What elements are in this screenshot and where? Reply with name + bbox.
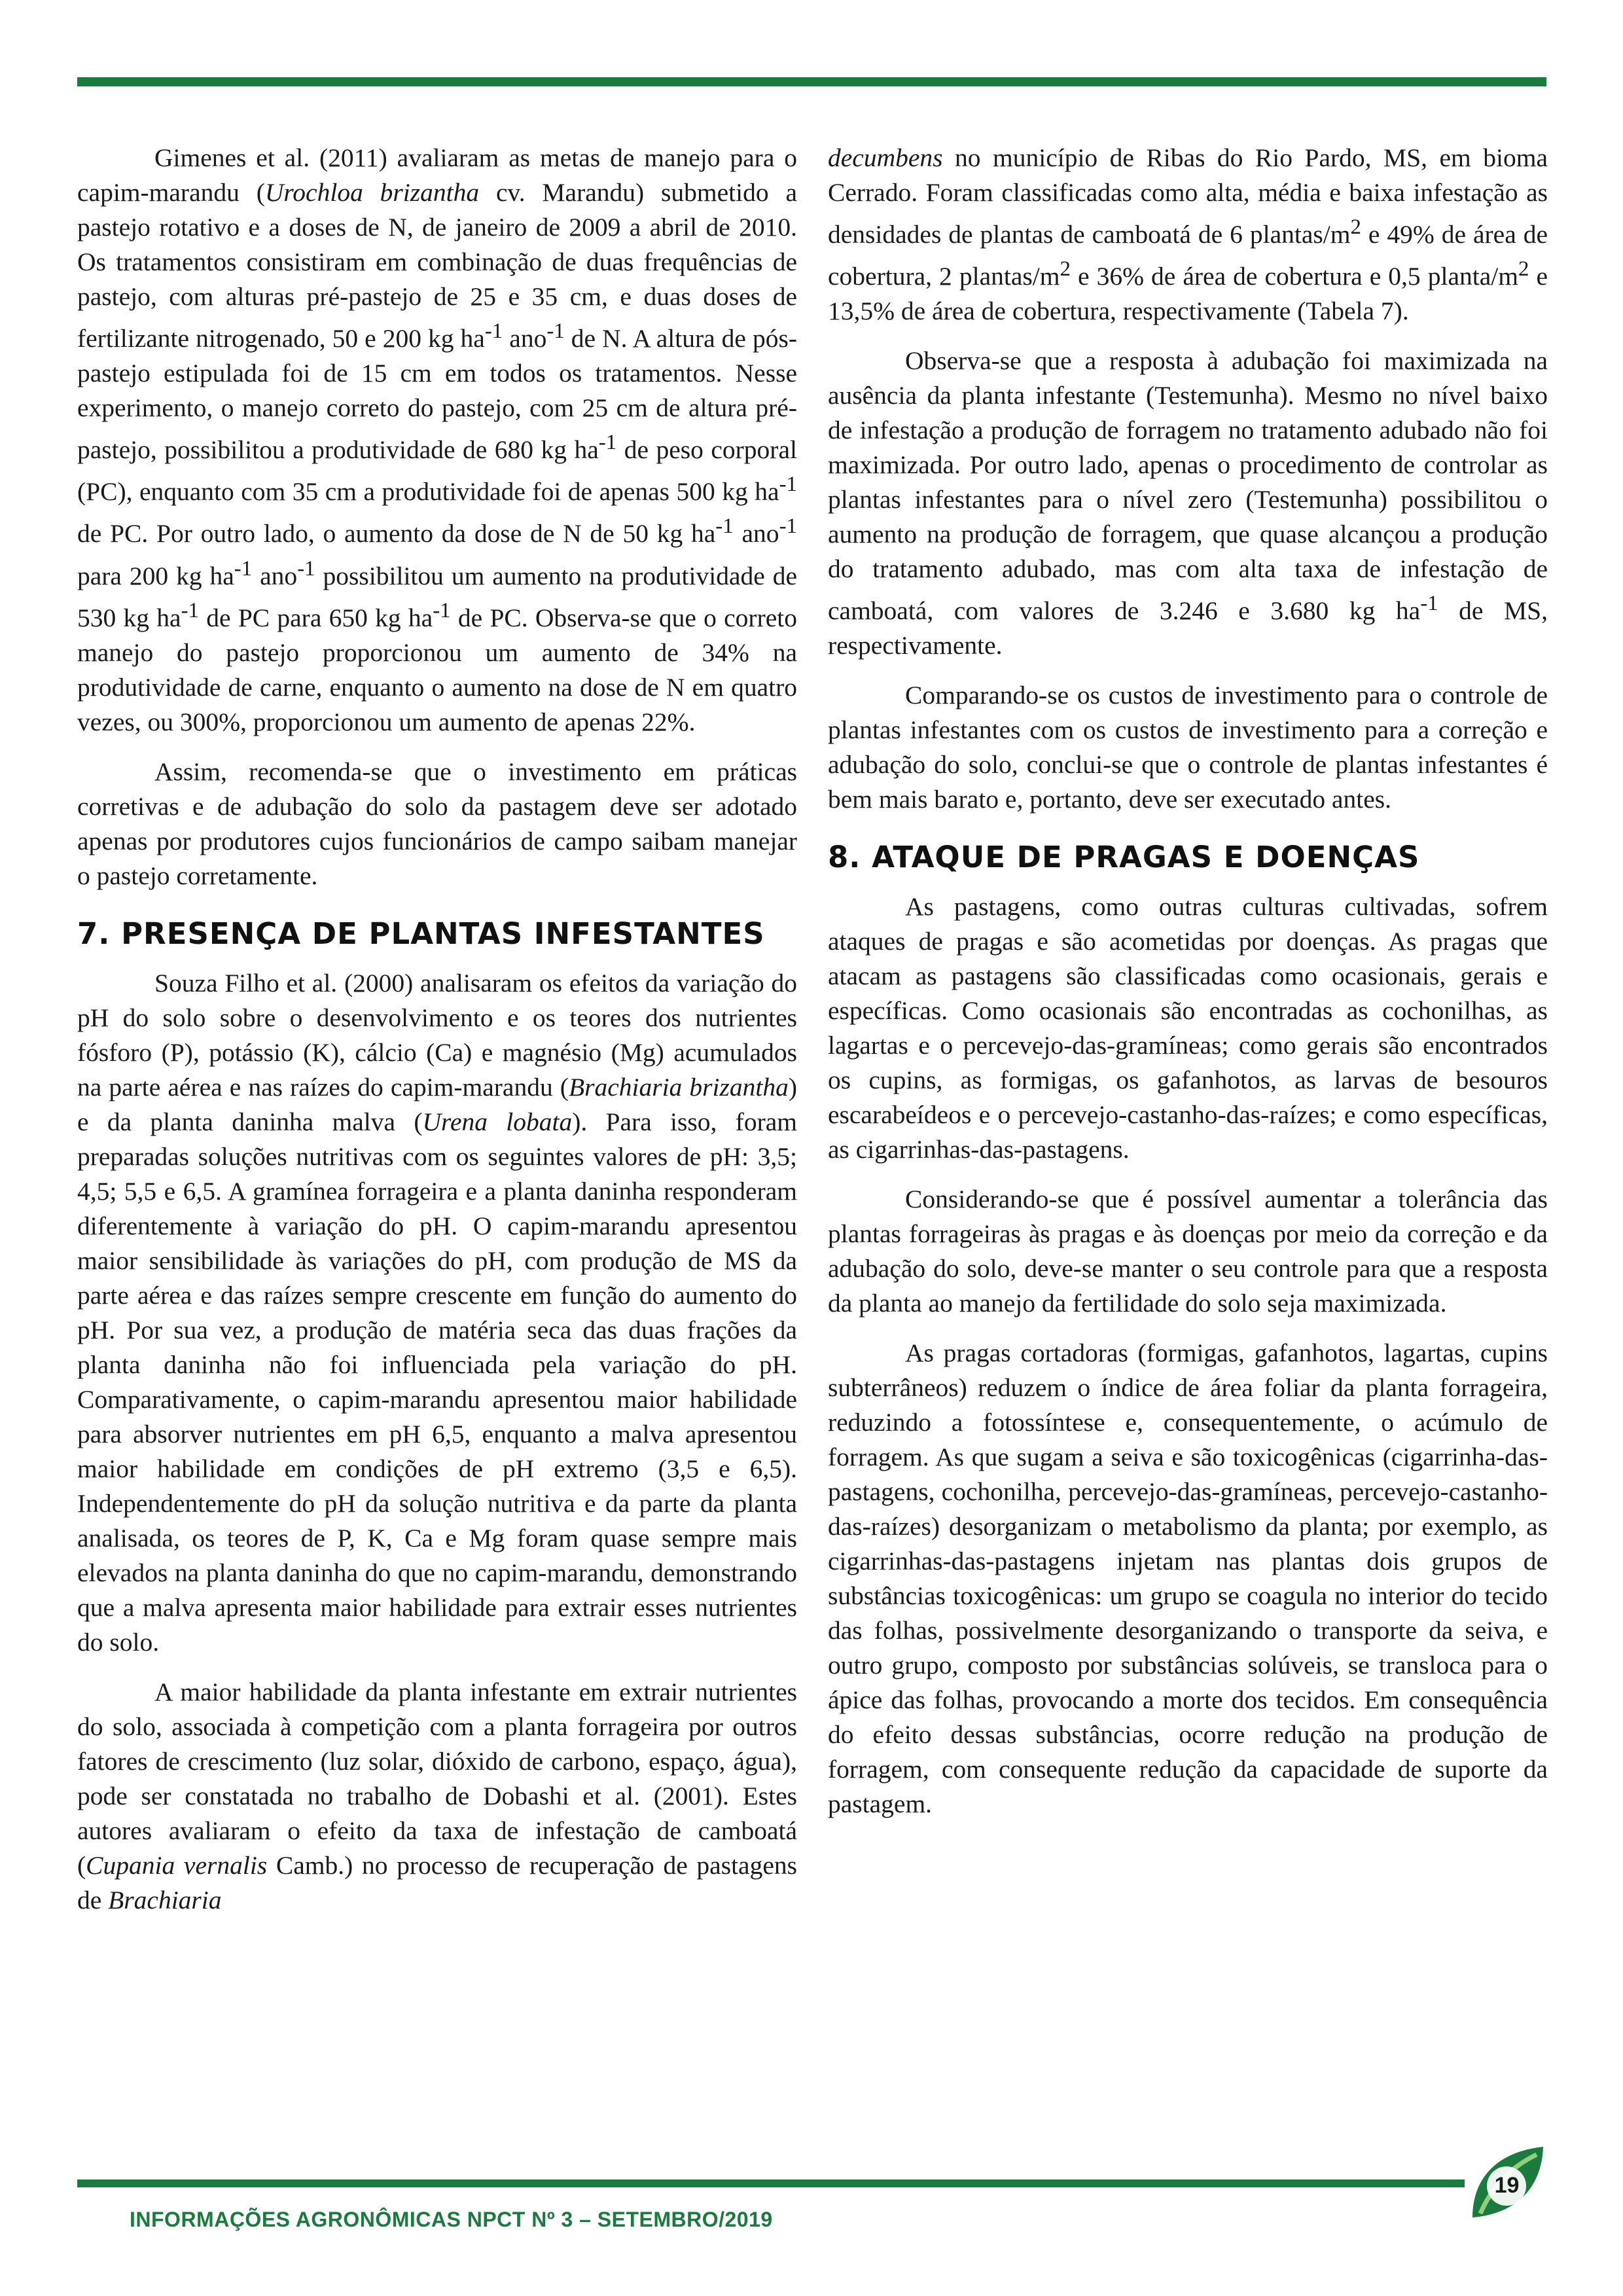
page-number: 19 [1494, 2173, 1520, 2198]
paragraph: As pragas cortadoras (formigas, gafanhotos, lagartas, cupins subterrâneos) reduzem o índice de área foliar da planta forrageira, reduzindo a fotossíntese e, consequentemente, o acúmulo de forragem. As que sugam a seiva e são toxicogênicas (cigarrinha-das-pastagens, cochonilha, percevejo-das-gramíneas, percevejo-castanho-das-raízes) desorganizam o metabolismo da planta; por exemplo, as cigarrinhas-das-pastagens injetam nas plantas dois grupos de substâncias toxicogênicas: um grupo se coagula no interior do tecido das folhas, possivelmente desorganizando o transporte da seiva, e outro grupo, composto por substâncias solúveis, se transloca para o ápice das folhas, provocando a morte dos tecidos. Em consequência do efeito dessas substâncias, ocorre redução na produção de forragem, com consequente redução da capacidade de suporte da pastagem. [828, 1338, 1548, 1819]
left-column [77, 141, 797, 2183]
paragraph: Considerando-se que é possível aumentar a tolerância das plantas forrageiras às pragas e às doenças por meio da correção e da adubação do solo, deve-se manter o seu controle para que a resposta da planta ao manejo da fertilidade do solo seja maximizada. [828, 1185, 1548, 1318]
paragraph: Gimenes et al. (2011) avaliaram as metas de manejo para o capim-marandu (Urochloa brizantha cv. Marandu) submetido a pastejo rotativo e a doses de N, de janeiro de 2009 a abril de 2010. Os tratamentos consistiram em combinação de duas frequências de pastejo, com alturas pré-pastejo de 25 e 35 cm, e duas doses de fertilizante nitrogenado, 50 e 200 kg $ha^{-1}$ ano$^{-1}$ de N. A altura de pós-pastejo estipulada foi de 15 cm em todos os tratamentos. Nesse experimento, o manejo correto do pastejo, com 25 cm de altura pré-pastejo, possibilitou a produtividade de 680 kg $ha^{-1}$ de peso corporal (PC), enquanto com 35 cm a produtividade foi de apenas 500 kg $ha^{-1}$ de PC. Por outro lado, o aumento da dose de N de 50 kg $ha^{-1}$ ano$^{-1}$ para 200 kg $ha^{-1}$ ano$^{-1}$ possibilitou um aumento na produtividade de 530 kg $ha^{-1}$ de PC para 650 kg $ha^{-1}$ de PC. Observa-se que o correto manejo do pastejo proporcionou um aumento de 34% na produtividade de carne, enquanto o aumento na dose de N em quatro vezes, ou 300%, proporcionou um aumento de apenas 22%. [77, 143, 797, 736]
right-column [828, 141, 1548, 2183]
paragraph: Assim, recomenda-se que o investimento em práticas corretivas e de adubação do solo da pastagem deve ser adotado apenas por produtores cujos funcionários de campo saibam manejar o pastejo corretamente. [77, 757, 797, 890]
top-rule [77, 77, 1546, 86]
section-heading: 7. PRESENÇA DE PLANTAS INFESTANTES [77, 916, 765, 951]
paragraph: As pastagens, como outras culturas cultivadas, sofrem ataques de pragas e são acometidas por doenças. As pragas que atacam as pastagens são classificadas como ocasionais, gerais e específicas. Como ocasionais são encontradas as cochonilhas, as lagartas e o percevejo-das-gramíneas; como gerais são encontrados os cupins, as formigas, os gafanhotos, as larvas de besouros escarabeídeos e o percevejo-castanho-das-raízes; e como específicas, as cigarrinhas-das-pastagens. [828, 892, 1548, 1164]
paragraph: decumbens no município de Ribas do Rio Pardo, MS, em bioma Cerrado. Foram classificadas como alta, média e baixa infestação as densidades de plantas de camboatá de 6 plantas/$m^2$ e 49% de área de cobertura, 2 plantas/$m^2$ e 36% de área de cobertura e 0,5 planta/$m^2$ e 13,5% de área de cobertura, respectivamente (Tabela 7). [828, 143, 1548, 326]
paragraph: Observa-se que a resposta à adubação foi maximizada na ausência da planta infestante (Testemunha). Mesmo no nível baixo de infestação a produção de forragem no tratamento adubado não foi maximizada. Por outro lado, apenas o procedimento de controlar as plantas infestantes para o nível zero (Testemunha) possibilitou o aumento na produção de forragem, que quase alcançou a produção do tratamento adubado, mas com alta taxa de infestação de camboatá, com valores de 3.246 e 3.680 kg $ha^{-1}$ de MS, respectivamente. [828, 346, 1548, 660]
bottom-rule [77, 2179, 1465, 2187]
paragraph: Souza Filho et al. (2000) analisaram os efeitos da variação do pH do solo sobre o desenvolvimento e os teores dos nutrientes fósforo (P), potássio (K), cálcio (Ca) e magnésio (Mg) acumulados na parte aérea e nas raízes do capim-marandu (Brachiaria brizantha) e da planta daninha malva (Urena lobata). Para isso, foram preparadas soluções nutritivas com os seguintes valores de pH: 3,5; 4,5; 5,5 e 6,5. A gramínea forrageira e a planta daninha responderam diferentemente à variação do pH. O capim-marandu apresentou maior sensibilidade às variações do pH, com produção de MS da parte aérea e das raízes sempre crescente em função do aumento do pH. Por sua vez, a produção de matéria seca das duas frações da planta daninha não foi influenciada pela variação do pH. Comparativamente, o capim-marandu apresentou maior habilidade para absorver nutrientes em pH 6,5, enquanto a malva apresentou maior habilidade em condições de pH extremo (3,5 e 6,5). Independentemente do pH da solução nutritiva e da parte da planta analisada, os teores de P, K, Ca e Mg foram quase sempre mais elevados na planta daninha do que no capim-marandu, demonstrando que a malva apresenta maior habilidade para extrair esses nutrientes do solo. [77, 968, 797, 1657]
paragraph: Comparando-se os custos de investimento para o controle de plantas infestantes com os custos de investimento para a correção e adubação do solo, conclui-se que o controle de plantas infestantes é bem mais barato e, portanto, deve ser executado antes. [828, 681, 1548, 814]
publication-footer: INFORMAÇÕES AGRONÔMICAS NPCT Nº 3 – SETEMBRO/2019 [130, 2208, 773, 2231]
section-heading: 8. ATAQUE DE PRAGAS E DOENÇAS [828, 840, 1420, 875]
paragraph: A maior habilidade da planta infestante em extrair nutrientes do solo, associada à competição com a planta forrageira por outros fatores de crescimento (luz solar, dióxido de carbono, espaço, água), pode ser constatada no trabalho de Dobashi et al. (2001). Estes autores avaliaram o efeito da taxa de infestação de camboatá (Cupania vernalis Camb.) no processo de recuperação de pastagens de Brachiaria [77, 1677, 797, 1914]
